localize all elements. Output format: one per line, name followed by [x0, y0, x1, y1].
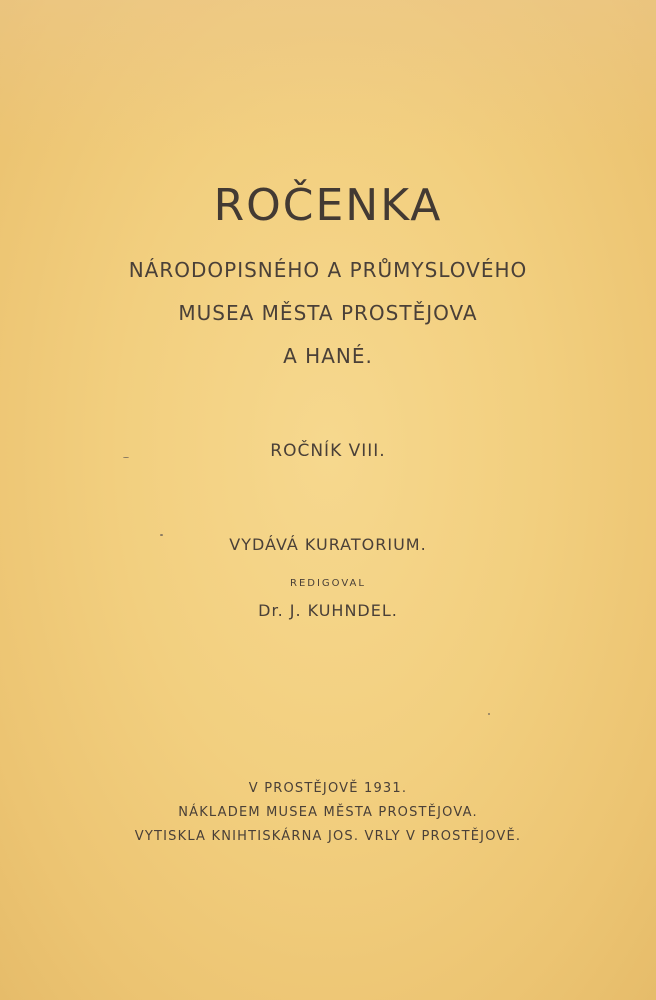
editor-name: Dr. J. KUHNDEL.	[258, 601, 398, 620]
subtitle-line-1: NÁRODOPISNÉHO A PRŮMYSLOVÉHO	[128, 258, 528, 282]
edited-by-label: REDIGOVAL	[290, 578, 366, 589]
imprint-line-1: V PROSTĚJOVĚ 1931.	[248, 781, 408, 796]
imprint-line-3: VYTISKLA KNIHTISKÁRNA JOS. VRLY V PROSTĚJOVĚ.	[134, 829, 522, 844]
cover-title: ROČENKA	[213, 180, 443, 231]
imprint-line-2: NÁKLADEM MUSEA MĚSTA PROSTĚJOVA.	[178, 805, 478, 820]
paper-speck	[123, 457, 129, 458]
paper-discoloration	[0, 0, 656, 150]
paper-speck	[160, 534, 163, 536]
subtitle-line-3: A HANÉ.	[283, 344, 373, 368]
volume-number: ROČNÍK VIII.	[270, 441, 386, 461]
paper-speck	[488, 713, 490, 715]
subtitle-line-2: MUSEA MĚSTA PROSTĚJOVA	[178, 301, 478, 325]
publisher-line: VYDÁVÁ KURATORIUM.	[229, 535, 427, 554]
